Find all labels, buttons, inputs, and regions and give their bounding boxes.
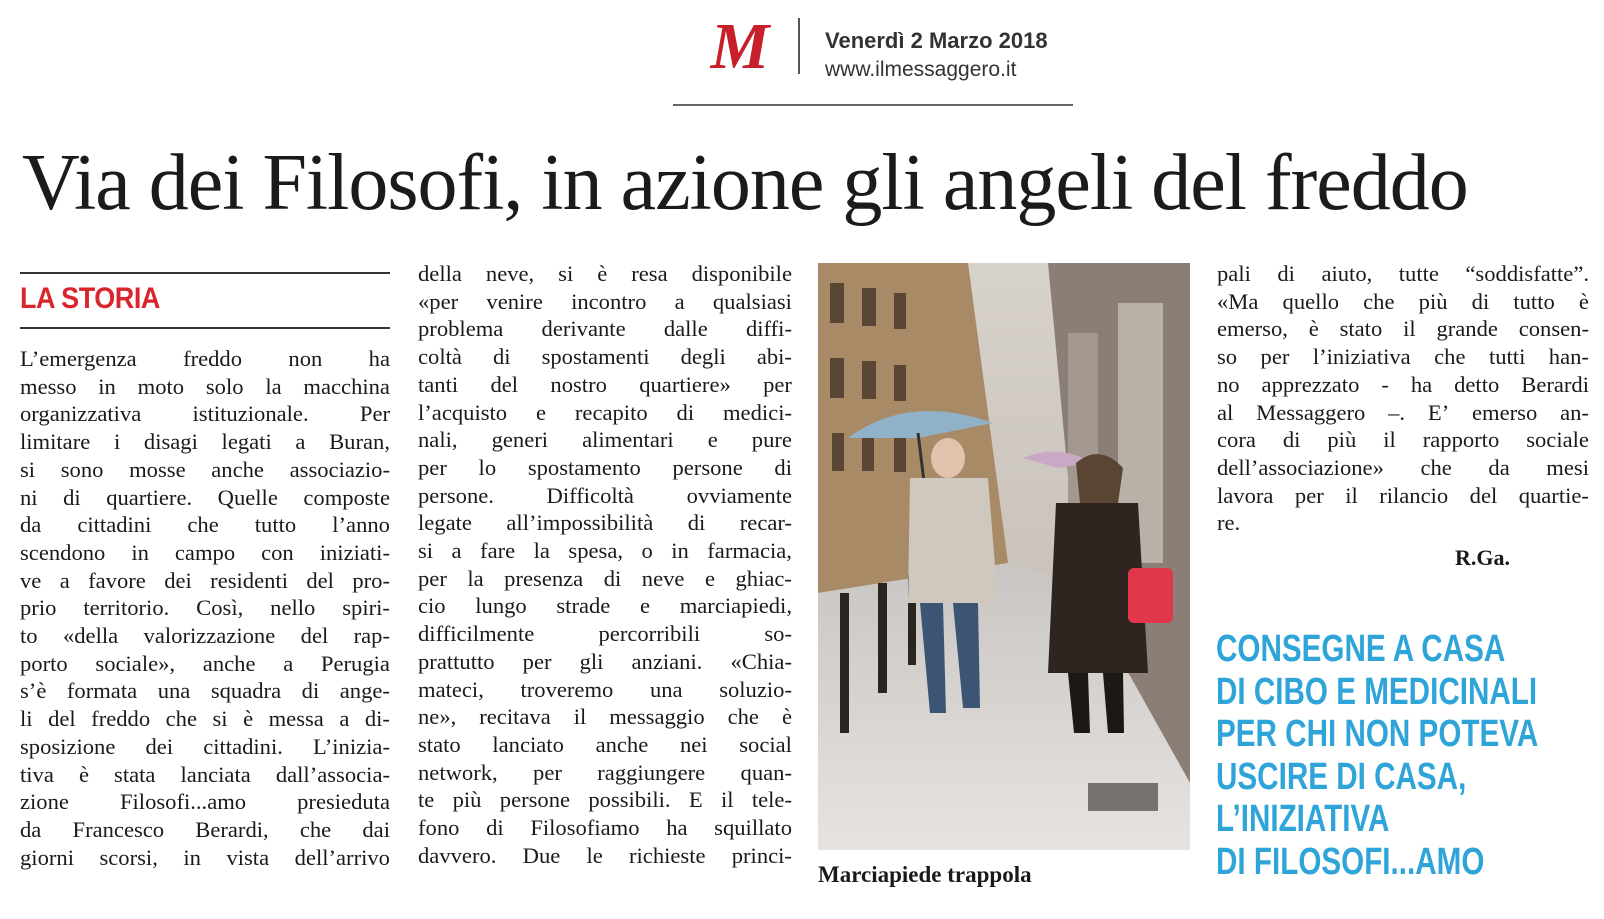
- text-line: della neve, si è resa disponibile: [418, 261, 792, 286]
- text-line: stato lanciato anche nei social: [418, 731, 792, 757]
- text-line: to «della valorizzazione del rap-: [20, 623, 390, 649]
- text-line: porto sociale», anche a Perugia: [20, 650, 390, 676]
- text-line: sposizione dei cittadini. L’inizia-: [20, 733, 390, 759]
- text-line: si sono mosse anche associazio-: [20, 456, 390, 482]
- section-kicker: LA STORIA: [20, 282, 160, 315]
- text-line: tanti del nostro quartiere» per: [418, 371, 792, 397]
- article-headline: Via dei Filosofi, in azione gli angeli del freddo: [22, 139, 1468, 227]
- text-line: tiva è stata lanciata dall’associa-: [20, 761, 390, 787]
- text-line: prattutto per gli anziani. «Chia-: [418, 648, 792, 674]
- text-line: si a fare la spesa, o in farmacia,: [418, 538, 792, 564]
- text-line: davvero. Due le richieste princi-: [418, 842, 792, 868]
- text-line: ni di quartiere. Quelle composte: [20, 484, 390, 510]
- callout-line: PER CHI NON POTEVA: [1216, 713, 1539, 756]
- text-line: al Messaggero –. E’ emerso an-: [1217, 399, 1589, 425]
- text-line: emerso, è stato il grande consen-: [1217, 316, 1589, 342]
- text-line: s’è formata una squadra di ange-: [20, 678, 390, 704]
- newspaper-logo: [700, 14, 780, 76]
- text-line: «per venire incontro a qualsiasi: [418, 288, 792, 314]
- text-line: cio lungo strade e marciapiedi,: [418, 593, 792, 619]
- text-line: network, per raggiungere quan-: [418, 759, 792, 785]
- text-line: L’emergenza freddo non ha: [20, 346, 390, 371]
- text-line: ve a favore dei residenti del pro-: [20, 567, 390, 593]
- photo-caption: Marciapiede trappola: [818, 862, 1032, 887]
- text-line: coltà di spostamenti degli abi-: [418, 344, 792, 370]
- text-line: l’acquisto e recapito di medici-: [418, 399, 792, 425]
- text-line: da cittadini che tutto l’anno: [20, 512, 390, 538]
- issue-date: Venerdì 2 Marzo 2018: [825, 28, 1048, 53]
- text-line: mateci, troveremo una soluzio-: [418, 676, 792, 702]
- author-byline: R.Ga.: [1455, 545, 1510, 570]
- callout-line: USCIRE DI CASA,: [1216, 755, 1467, 798]
- text-line: dell’associazione» che da mesi: [1217, 454, 1589, 480]
- text-line: organizzativa istituzionale. Per: [20, 401, 390, 427]
- text-line: lavora per il rilancio del quartie-: [1217, 482, 1589, 508]
- text-line: zione Filosofi...amo presieduta: [20, 789, 390, 815]
- text-line: per la presenza di neve e ghiac-: [418, 565, 792, 591]
- text-line: messo in moto solo la macchina: [20, 373, 390, 399]
- text-line: problema derivante dalle diffi-: [418, 316, 792, 342]
- callout-line: L’INIZIATIVA: [1216, 798, 1390, 841]
- text-line: prio territorio. Così, nello spiri-: [20, 595, 390, 621]
- article-column-2: [418, 260, 792, 869]
- kicker-rule-bottom: [20, 327, 390, 329]
- logo-letter: M: [710, 14, 770, 76]
- text-line: re.: [1217, 510, 1241, 536]
- text-line: legate all’impossibilità di recar-: [418, 510, 792, 536]
- text-line: difficilmente percorribili so-: [418, 621, 792, 647]
- masthead-rule: [673, 104, 1073, 106]
- kicker-rule-top: [20, 272, 390, 274]
- text-line: ne», recitava il messaggio che è: [418, 704, 792, 730]
- text-line: so per l’iniziativa che tutti han-: [1217, 344, 1589, 370]
- masthead-separator: [798, 18, 800, 74]
- text-line: fono di Filosofiamo ha squillato: [418, 815, 792, 841]
- snowy-street-photo: [818, 263, 1190, 850]
- text-line: persone. Difficoltà ovviamente: [418, 482, 792, 508]
- article-photo: [818, 263, 1190, 850]
- pull-quote-callout: [1216, 628, 1538, 884]
- text-line: li del freddo che si è messa a di-: [20, 706, 390, 732]
- text-line: cora di più il rapporto sociale: [1217, 427, 1589, 453]
- text-line: pali di aiuto, tutte “soddisfatte”.: [1217, 261, 1589, 286]
- callout-line: DI CIBO E MEDICINALI: [1216, 670, 1538, 713]
- text-line: per lo spostamento persone di: [418, 454, 792, 480]
- text-line: scendono in campo con iniziati-: [20, 539, 390, 565]
- text-line: limitare i disagi legati a Buran,: [20, 429, 390, 455]
- text-line: no apprezzato - ha detto Berardi: [1217, 371, 1589, 397]
- article-column-3: [1217, 260, 1589, 537]
- text-line: te più persone possibili. E il tele-: [418, 787, 792, 813]
- text-line: «Ma quello che più di tutto è: [1217, 288, 1589, 314]
- callout-line: CONSEGNE A CASA: [1216, 628, 1506, 670]
- callout-line: DI FILOSOFI...AMO: [1216, 840, 1485, 883]
- text-line: nali, generi alimentari e pure: [418, 427, 792, 453]
- article-column-1: [20, 345, 390, 871]
- text-line: giorni scorsi, in vista dell’arrivo: [20, 844, 390, 870]
- website-url: www.ilmessaggero.it: [825, 58, 1017, 81]
- text-line: da Francesco Berardi, che dai: [20, 816, 390, 842]
